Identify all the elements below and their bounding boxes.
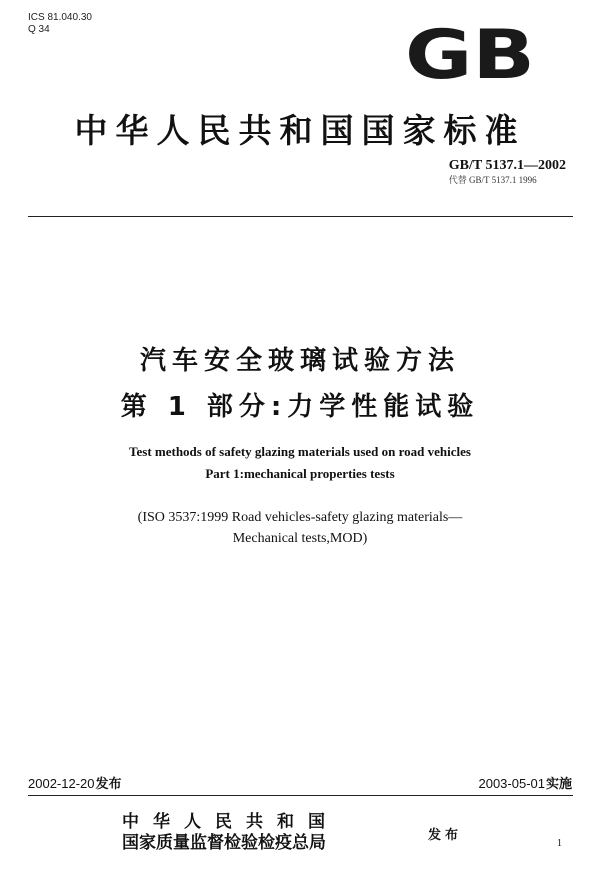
english-title-line1: Test methods of safety glazing materials used on road vehicles bbox=[129, 444, 471, 459]
iso-reference-line1: (ISO 3537:1999 Road vehicles-safety glazing materials— bbox=[137, 510, 463, 525]
implementation-date-value: 2003-05-01 bbox=[478, 776, 545, 791]
national-standard-heading: 中华人民共和国国家标准 bbox=[74, 111, 526, 150]
gb-logo-text: GB bbox=[405, 16, 535, 95]
issue-date-suffix: 发布 bbox=[95, 776, 122, 791]
ics-code: ICS 81.040.30 bbox=[28, 12, 92, 23]
chinese-title-line2: 第 1 部分:力学性能试验 bbox=[120, 392, 480, 422]
standard-number: GB/T 5137.1—2002 bbox=[448, 158, 566, 173]
classification-codes bbox=[28, 12, 92, 36]
page-number: 1 bbox=[557, 838, 562, 849]
top-divider bbox=[28, 216, 573, 217]
implementation-date-suffix: 实施 bbox=[545, 776, 572, 791]
standard-number-block bbox=[449, 158, 566, 186]
chinese-title-line1: 汽车安全玻璃试验方法 bbox=[139, 346, 460, 376]
replaces-note: 代替 GB/T 5137.1 1996 bbox=[448, 175, 537, 185]
issue-date bbox=[28, 773, 122, 792]
issue-date-value: 2002-12-20 bbox=[28, 776, 95, 791]
bottom-divider bbox=[28, 795, 573, 796]
issuer-line1: 中华人民共和国 bbox=[122, 812, 339, 832]
english-title-line2: Part 1:mechanical properties tests bbox=[205, 466, 395, 481]
issuer-label: 发布 bbox=[428, 828, 463, 843]
ccs-code: Q 34 bbox=[28, 24, 50, 35]
issuing-authority bbox=[122, 812, 339, 854]
issuer-line2: 国家质量监督检验检疫总局 bbox=[122, 833, 326, 853]
implementation-date bbox=[478, 773, 572, 792]
iso-reference-line2: Mechanical tests,MOD) bbox=[232, 531, 368, 546]
gb-logo bbox=[400, 16, 540, 96]
